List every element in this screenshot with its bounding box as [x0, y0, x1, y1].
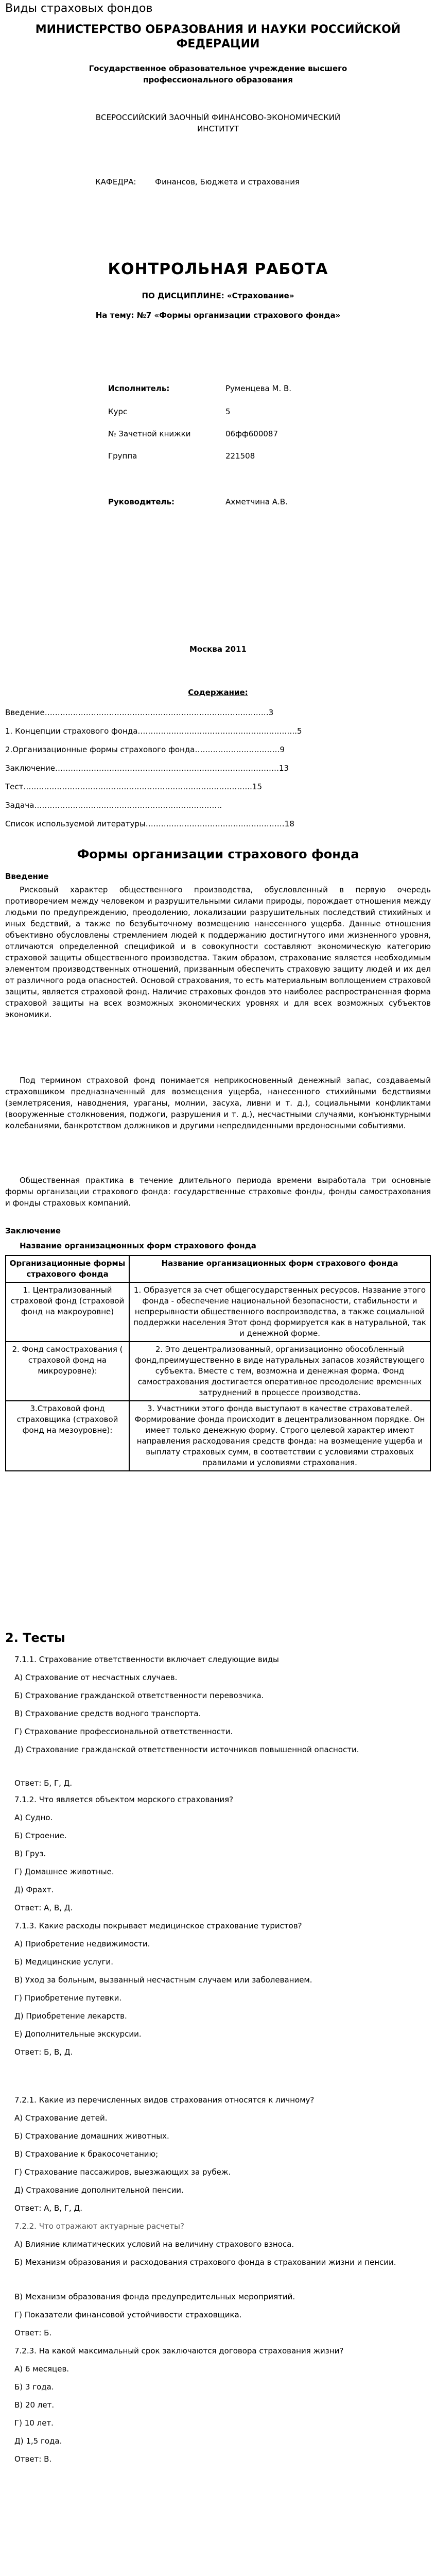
table-cell: 1. Образуется за счет общегосударственных ресурсов. Название этого фонда - обеспечение национальной безопасности, стабильности и непрерывности общественного воспроизводства, а также социальной поддержки населения Этот фонд формируется как в натуральной, так и денежной форме.: [129, 1282, 430, 1342]
conclusion-heading: Заключение: [5, 1226, 61, 1235]
institute-name: [0, 112, 436, 134]
test-option: Б) 3 года.: [14, 2382, 54, 2392]
test-option: Д) Страхование гражданской ответственности источников повышенной опасности.: [14, 1745, 359, 1754]
test-question: 7.2.1. Какие из перечисленных видов страхования относятся к личному?: [14, 2095, 315, 2105]
performer-value: Руменцева М. В.: [225, 384, 292, 393]
contents-heading: Содержание:: [188, 688, 248, 697]
intro-paragraph: Рисковый характер общественного производства, обусловленный в первую очередь противоречием между человеком и разрушительными силами природы, порождает отношения между людьми по предупреждению, преодолению, локализации разрушительных последствий стихийных и иных бедствий, а также по безубыточному возмещению нанесенного ущерба. Данные отношения объективно обусловлены стремлением людей к поддержанию достигнутого ими жизненного уровня, отличаются определенной спецификой и в совокупности составляют экономическую категорию страховой защиты общественного производства. Таким образом, страхование является необходимым элементом производственных отношений, призванным обеспечить страховую защиту людей и их дел от различного рода опасностей. Основой страхования, то есть материальным воплощением страховой защиты, является страховой фонд. Наличие страховых фондов это наиболее распространенная форма страховой защиты на всех возможных экономических уровнях и для всех возможных субъектов экономики.: [5, 885, 431, 1019]
institute-line-1: ВСЕРОССИЙСКИЙ ЗАОЧНЫЙ ФИНАНСОВО-ЭКОНОМИЧЕСКИЙ: [95, 113, 341, 122]
table-cell: 3. Участники этого фонда выступают в качестве страхователей. Формирование фонда происходит в децентрализованном порядке. Он имеет только денежную форму. Строго целевой характер имеют направления расходования средств фонда: на возмещение ущерба и выплату страховых сумм, в соответствии с условиями страховых правилами и условиями страхования.: [129, 1401, 430, 1471]
department-value: Финансов, Бюджета и страхования: [155, 177, 300, 187]
test-question: 7.2.3. На какой максимальный срок заключаются договора страхования жизни?: [14, 2346, 344, 2355]
test-option: Д) Страхование дополнительной пенсии.: [14, 2185, 184, 2195]
gos-line-1: Государственное образовательное учреждение высшего: [89, 64, 347, 73]
test-answer: Ответ: Б, В, Д.: [14, 2047, 73, 2057]
table-caption: Название организационных форм страхового фонда: [20, 1241, 256, 1250]
forms-table: [5, 1255, 431, 1471]
group-value: 221508: [225, 451, 255, 461]
forms-heading: Формы организации страхового фонда: [77, 847, 359, 861]
intro-paragraph: Общественная практика в течение длительного периода времени выработала три основные формы организации страхового фонда: государственные страховые фонды, фонды самострахования и фонды страховых компаний.: [5, 1176, 431, 1208]
topic: На тему: №7 «Формы организации страхового фонда»: [95, 311, 341, 320]
test-option: В) Груз.: [14, 1849, 46, 1858]
toc-item: 2.Организационные формы страхового фонда……………………………9: [5, 745, 285, 754]
test-option: А) Влияние климатических условий на величину страхового взноса.: [14, 2240, 294, 2249]
gos-line-2: профессионального образования: [143, 75, 293, 84]
toc-item: Тест……………………………………………………………………………..15: [5, 782, 262, 791]
course-row: [108, 407, 231, 416]
test-answer: Ответ: Б, Г, Д.: [14, 1778, 73, 1788]
table-row: [6, 1342, 430, 1401]
test-option: Б) Страхование гражданской ответственности перевозчика.: [14, 1691, 264, 1700]
table-row: [6, 1401, 430, 1471]
toc-item: 1. Концепции страхового фонда……………………………………………………..5: [5, 726, 302, 736]
test-option: Д) Фрахт.: [14, 1885, 54, 1894]
department: [95, 177, 300, 187]
record-value: 06фф600087: [225, 429, 278, 438]
test-option: А) Страхование детей.: [14, 2113, 108, 2123]
supervisor-row: [108, 497, 288, 506]
record-row: [108, 429, 278, 438]
table-cell: 3.Страховой фонд страховщика (страховой фонд на мезоуровне):: [6, 1401, 129, 1471]
department-label: КАФЕДРА:: [95, 177, 136, 187]
test-option: Б) Медицинские услуги.: [14, 1957, 114, 1967]
toc-item: Задача……………………………………………………………….: [5, 801, 222, 810]
test-option: В) Страхование средств водного транспорта.: [14, 1709, 201, 1718]
discipline: ПО ДИСЦИПЛИНЕ: «Страхование»: [142, 291, 294, 300]
table-cell: 1. Централизованный страховой фонд (страховой фонд на макроуровне): [6, 1282, 129, 1342]
test-question: 7.2.2. Что отражают актуарные расчеты?: [14, 2222, 184, 2231]
record-label: № Зачетной книжки: [108, 429, 191, 438]
test-question: 7.1.3. Какие расходы покрывает медицинское страхование туристов?: [14, 1921, 302, 1930]
test-question: 7.1.1. Страхование ответственности включает следующие виды: [14, 1655, 279, 1664]
tests-heading: 2. Тесты: [5, 1631, 65, 1645]
city-year: Москва 2011: [189, 645, 247, 654]
table-header-cell: Название организационных форм страхового фонда: [129, 1256, 430, 1282]
course-label: Курс: [108, 407, 128, 416]
ministry-line-2: ФЕДЕРАЦИИ: [176, 38, 260, 50]
ministry-line-1: МИНИСТЕРСТВО ОБРАЗОВАНИЯ И НАУКИ РОССИЙСКОЙ: [35, 23, 401, 36]
intro-paragraph: Под термином страховой фонд понимается неприкосновенный денежный запас, создаваемый страховщиком предназначенный для возмещения ущерба, нанесенного стихийными бедствиями (землетрясения, наводнения, ураганы, молнии, засуха, ливни и т. д.), социальными конфликтами (вооруженные столкновения, поджоги, разрушения и т. д.), несчастными случаями, конъюнктурными колебаниями, банкротством должников и другими непредвиденными вредоносными событиями.: [5, 1076, 431, 1130]
table-cell: 2. Это децентрализованный, организационно обособленный фонд,преимущественно в виде натуральных запасов хозяйствующего субъекта. Вместе с тем, возможна и денежная форма. Фонд самострахования достигается оперативное преодоление временных затруднений в процессе производства.: [129, 1342, 430, 1401]
institute-line-2: ИНСТИТУТ: [197, 124, 239, 133]
test-option: Г) 10 лет.: [14, 2418, 54, 2428]
test-option: Д) 1,5 года.: [14, 2436, 62, 2446]
supervisor-value: Ахметчина А.В.: [225, 497, 288, 506]
test-answer: Ответ: А, В, Д.: [14, 1903, 73, 1912]
supervisor-label: Руководитель:: [108, 497, 175, 506]
toc-item: Введение……………………………………………………………………………3: [5, 708, 274, 717]
doc-title: Виды страховых фондов: [5, 2, 153, 15]
test-question: 7.1.2. Что является объектом морского страхования?: [14, 1795, 234, 1804]
test-option: Г) Показатели финансовой устойчивости страховщика.: [14, 2310, 242, 2319]
test-answer: Ответ: Б.: [14, 2328, 52, 2337]
group-label: Группа: [108, 451, 137, 461]
table-header-row: [6, 1256, 430, 1282]
test-option: В) Уход за больным, вызванный несчастным случаем или заболеванием.: [14, 1975, 312, 1985]
table-cell: 2. Фонд самострахования ( страховой фонд на микроуровне):: [6, 1342, 129, 1401]
test-option: А) 6 месяцев.: [14, 2364, 69, 2374]
group-row: [108, 451, 255, 461]
ministry-heading: [0, 23, 436, 52]
table-header-cell: Организационные формы страхового фонда: [6, 1256, 129, 1282]
table-row: [6, 1282, 430, 1342]
university-type: [0, 63, 436, 86]
performer-row: [108, 384, 292, 393]
intro-heading: Введение: [5, 872, 49, 881]
test-option: А) Приобретение недвижимости.: [14, 1939, 150, 1948]
test-answer: Ответ: А, В, Г, Д.: [14, 2204, 82, 2213]
test-option: Б) Механизм образования и расходования страхового фонда в страховании жизни и пенсии.: [14, 2258, 396, 2267]
test-option: Е) Дополнительные экскурсии.: [14, 2029, 142, 2039]
course-value: 5: [225, 407, 231, 416]
test-option: Г) Приобретение путевки.: [14, 1993, 122, 2003]
test-option: А) Страхование от несчастных случаев.: [14, 1673, 178, 1682]
test-option: Г) Страхование профессиональной ответственности.: [14, 1727, 233, 1736]
test-option: Г) Домашнее животные.: [14, 1867, 114, 1876]
work-title: КОНТРОЛЬНАЯ РАБОТА: [108, 260, 328, 278]
test-option: Г) Страхование пассажиров, выезжающих за рубеж.: [14, 2167, 231, 2177]
test-option: В) Страхование к бракосочетанию;: [14, 2149, 159, 2159]
test-option: Д) Приобретение лекарств.: [14, 2011, 127, 2021]
test-option: В) 20 лет.: [14, 2400, 55, 2410]
toc-item: Заключение……………………………………………………………………………13: [5, 764, 289, 773]
test-option: Б) Страхование домашних животных.: [14, 2131, 169, 2141]
toc-item: Список используемой литературы………………………………………………18: [5, 819, 294, 828]
test-option: Б) Строение.: [14, 1831, 67, 1840]
test-answer: Ответ: В.: [14, 2454, 52, 2464]
test-option: В) Механизм образования фонда предупредительных мероприятий.: [14, 2292, 295, 2301]
test-option: А) Судно.: [14, 1813, 53, 1822]
performer-label: Исполнитель:: [108, 384, 170, 393]
